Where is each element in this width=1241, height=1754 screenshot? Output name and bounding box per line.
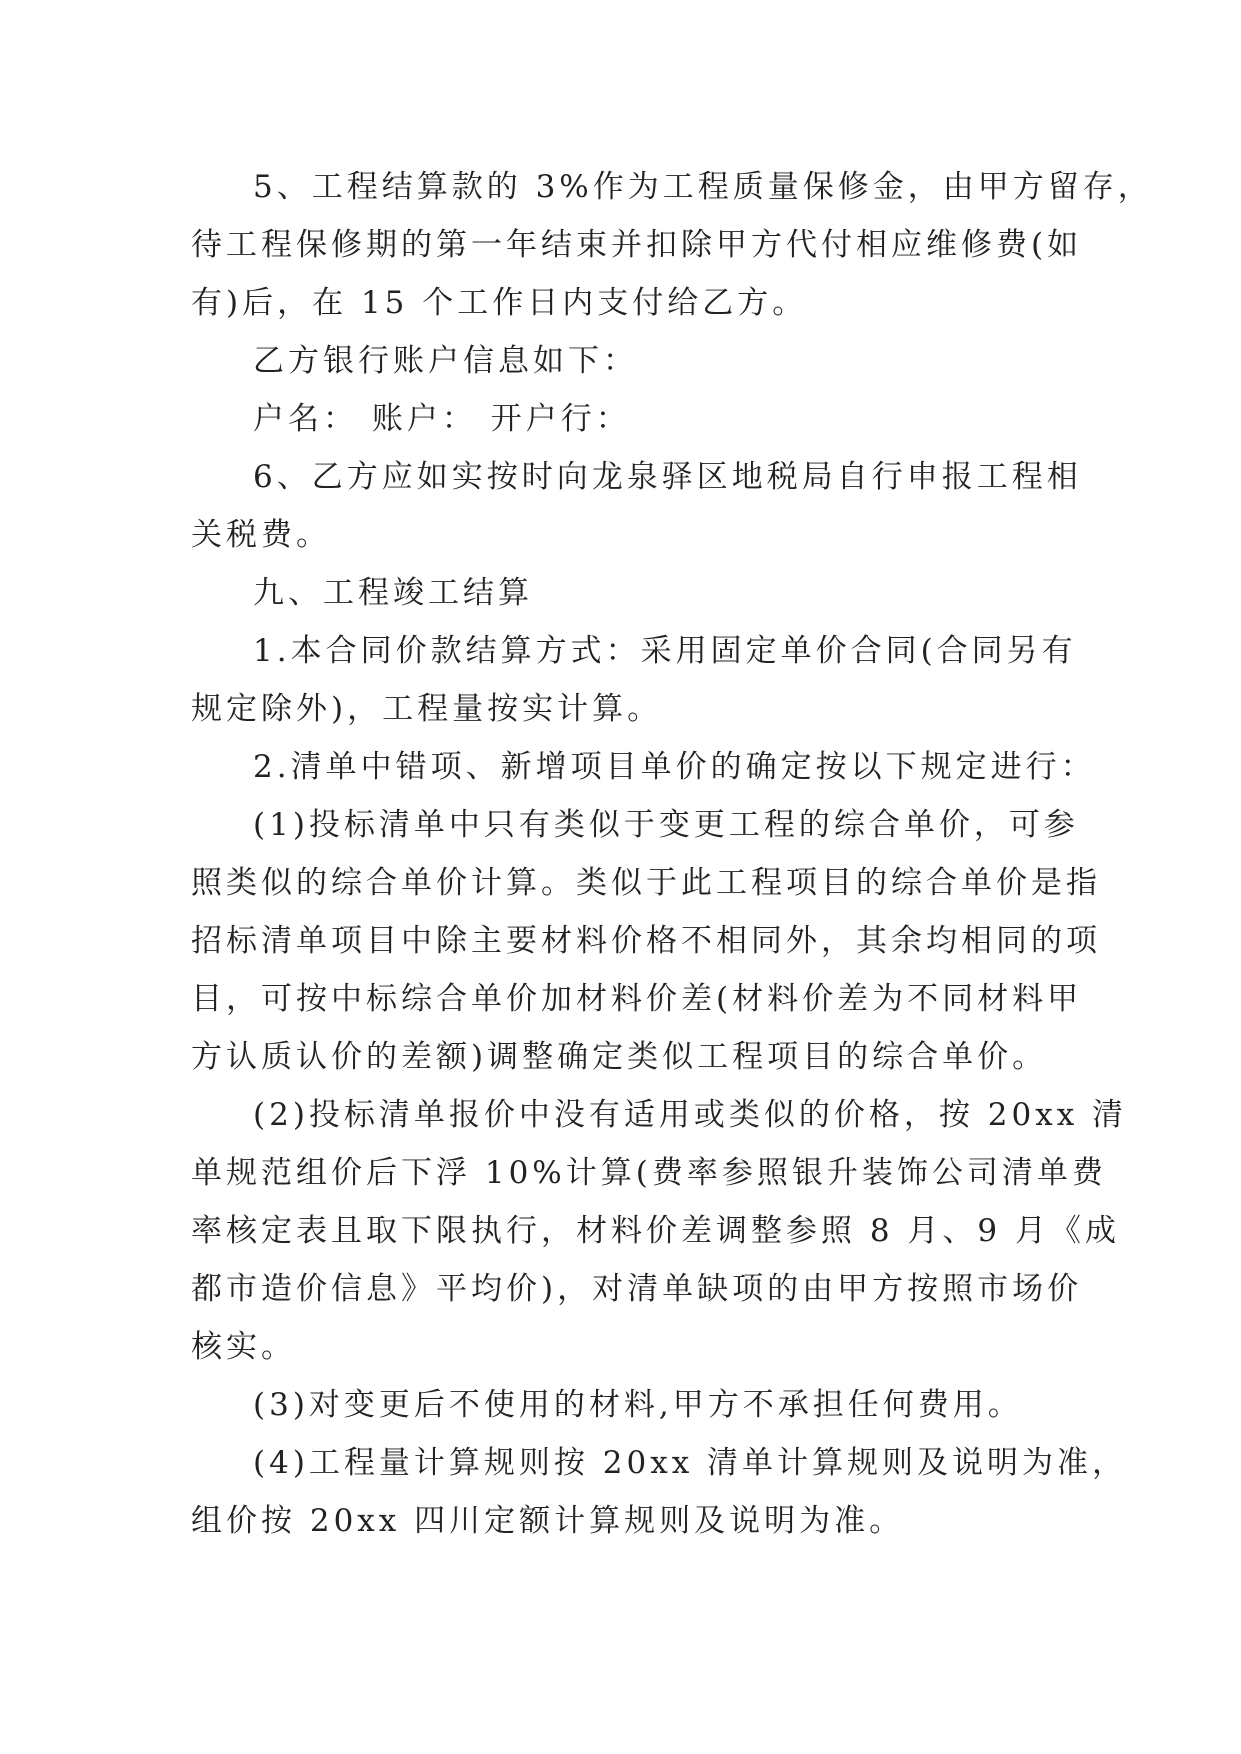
paragraph-rule-3 — [191, 1376, 1071, 1434]
text-line: 单规范组价后下浮 10%计算(费率参照银升装饰公司清单费 — [191, 1155, 1107, 1191]
text-line: 1.本合同价款结算方式：采用固定单价合同(合同另有 — [253, 633, 1077, 669]
text-line: 2.清单中错项、新增项目单价的确定按以下规定进行： — [253, 749, 1096, 785]
paragraph-retention-money — [191, 158, 1153, 332]
text-line: 有)后，在 15 个工作日内支付给乙方。 — [191, 285, 808, 321]
text-line: 照类似的综合单价计算。类似于此工程项目的综合单价是指 — [191, 865, 1101, 901]
text-line: (3)对变更后不使用的材料,甲方不承担任何费用。 — [253, 1387, 1023, 1423]
text-line: 方认质认价的差额)调整确定类似工程项目的综合单价。 — [191, 1039, 1048, 1075]
paragraph-rule-4 — [191, 1434, 1128, 1550]
text-line: 待工程保修期的第一年结束并扣除甲方代付相应维修费(如 — [191, 227, 1083, 263]
text-line: 5、工程结算款的 3%作为工程质量保修金，由甲方留存， — [253, 169, 1153, 205]
paragraph-unit-price-rules — [191, 738, 1096, 796]
text-line: 规定除外)，工程量按实计算。 — [191, 691, 663, 727]
text-line: (1)投标清单中只有类似于变更工程的综合单价，可参 — [253, 807, 1079, 843]
text-line: 6、乙方应如实按时向龙泉驿区地税局自行申报工程相 — [253, 459, 1082, 495]
document-body — [191, 158, 1153, 1550]
section-heading-completion-settlement — [191, 564, 1071, 622]
text-line: 率核定表且取下限执行，材料价差调整参照 8 月、9 月《成 — [191, 1213, 1121, 1249]
paragraph-settlement-method — [191, 622, 1077, 738]
text-line: 招标清单项目中除主要材料价格不相同外，其余均相同的项 — [191, 923, 1101, 959]
paragraph-rule-1 — [191, 796, 1101, 1086]
text-line: (4)工程量计算规则按 20xx 清单计算规则及说明为准， — [253, 1445, 1128, 1481]
paragraph-tax-declaration — [191, 448, 1082, 564]
paragraph-rule-2 — [191, 1086, 1128, 1376]
text-line: 户名： 账户： 开户行： — [253, 401, 631, 437]
text-line: 九、工程竣工结算 — [253, 575, 533, 611]
text-line: 目，可按中标综合单价加材料价差(材料价差为不同材料甲 — [191, 981, 1083, 1017]
text-line: 乙方银行账户信息如下： — [253, 343, 638, 379]
paragraph-bank-fields — [191, 390, 1071, 448]
text-line: 关税费。 — [191, 517, 331, 553]
text-line: 组价按 20xx 四川定额计算规则及说明为准。 — [191, 1503, 905, 1539]
paragraph-bank-info-heading — [191, 332, 1071, 390]
text-line: 核实。 — [191, 1329, 296, 1365]
text-line: 都市造价信息》平均价)，对清单缺项的由甲方按照市场价 — [191, 1271, 1083, 1307]
text-line: (2)投标清单报价中没有适用或类似的价格，按 20xx 清 — [253, 1097, 1128, 1133]
